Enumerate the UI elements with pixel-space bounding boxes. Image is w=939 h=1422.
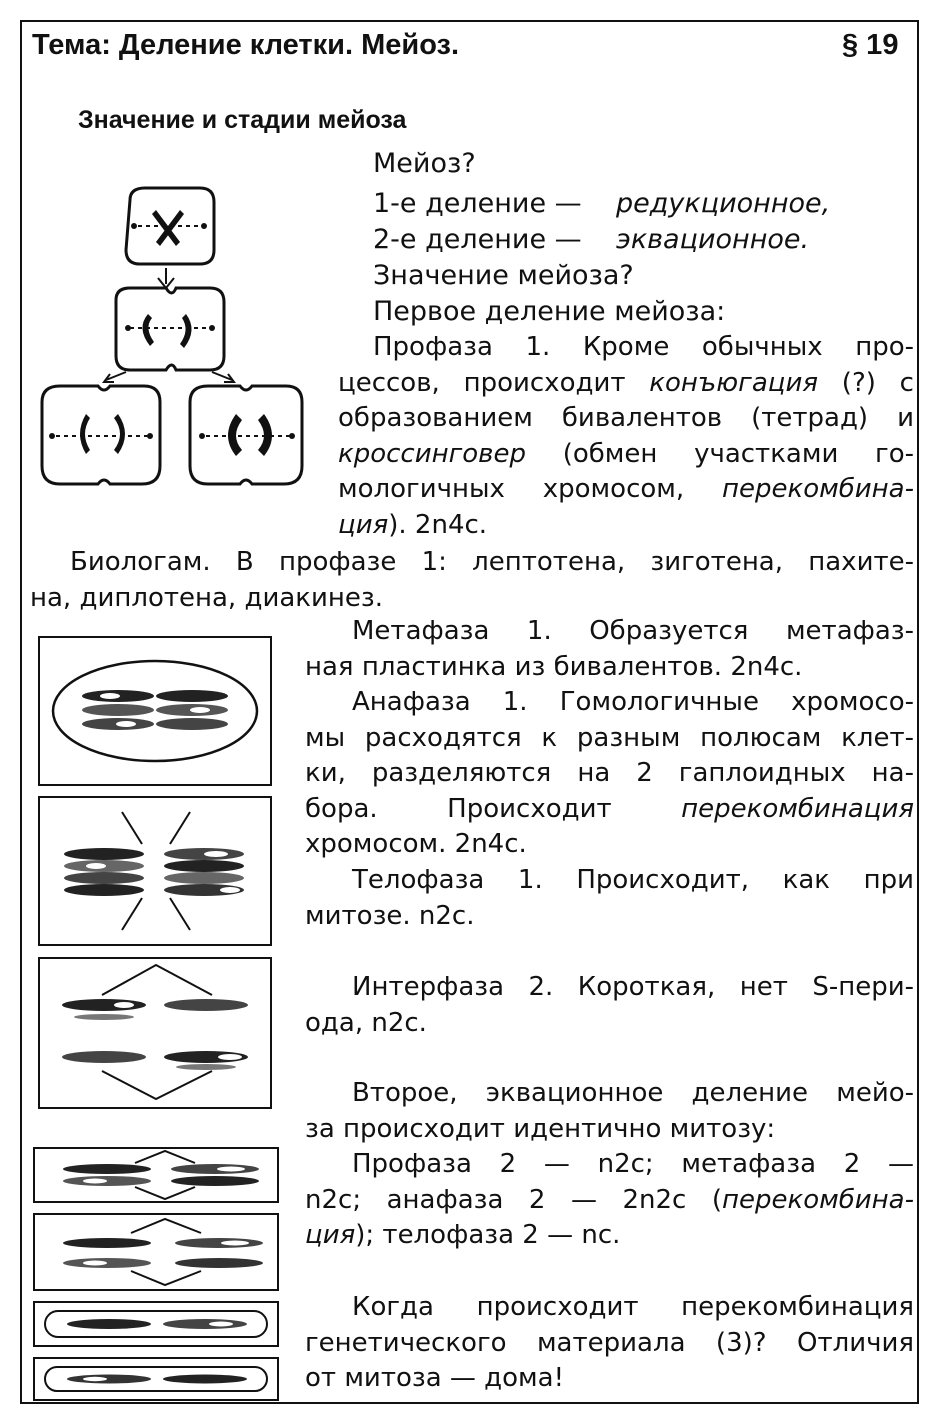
telophase2-figure-b [33,1357,279,1401]
anaphase1-line: мы расходятся к разным полюсам клет- [305,722,914,753]
second-division-line: Профаза 2 — n2c; метафаза 2 — [352,1149,914,1179]
interphase2-line: ода, n2c. [305,1007,427,1038]
metaphase1-figure [38,636,272,786]
second-division-line: за происходит идентично митозу: [305,1113,776,1144]
prophase1-line: мологичных хромосом, перекомбина- [338,474,914,504]
intro-meaning-question: Значение мейоза? [373,260,634,291]
second-division-line: Второе, эквационное деление мейо- [352,1078,914,1108]
section-number: § 19 [842,29,899,61]
metaphase2-figure [33,1147,279,1203]
prophase1-line: ция). 2n4c. [338,509,488,540]
question-line: Когда происходит перекомбинация [352,1292,914,1322]
metaphase1-paragraph [305,614,914,685]
question-paragraph [305,1290,914,1397]
anaphase1-paragraph [305,685,914,863]
telophase1-line: митозе. n2c. [305,900,475,931]
anaphase1-line: Анафаза 1. Гомологичные хромосо- [352,687,914,717]
interphase2-figure [38,957,272,1109]
anaphase1-figure [38,796,272,946]
second-division-line: n2c; анафаза 2 — 2n2c (перекомбина- [305,1184,914,1215]
prophase1-line: цессов, происходит конъюгация (?) с [338,367,914,398]
anaphase1-line: бора. Происходит перекомбинация [305,793,914,824]
interphase2-paragraph [305,970,914,1041]
second-division-paragraph [305,1076,914,1254]
telophase1-paragraph [305,863,914,934]
biologists-line: на, диплотена, диакинез. [30,582,383,613]
intro-first-division-heading: Первое деление мейоза: [373,296,726,327]
anaphase2-figure [33,1213,279,1291]
intro-meiosis-question: Мейоз? [373,148,476,179]
metaphase1-line: ная пластинка из бивалентов. 2n4c. [305,651,803,682]
telophase1-line: Телофаза 1. Происходит, как при [352,865,914,895]
question-line: от митоза — дома! [305,1363,565,1393]
intro-first-division: 1-е деление — редукционное, [373,188,831,219]
prophase1-line: Профаза 1. Кроме обычных про- [373,332,914,362]
subheading: Значение и стадии мейоза [78,106,407,134]
prophase1-paragraph [338,330,914,543]
telophase2-figure-a [33,1301,279,1347]
anaphase1-line: ки, разделяются на 2 гаплоидных на- [305,758,914,788]
metaphase1-line: Метафаза 1. Образуется метафаз- [352,616,914,646]
prophase1-line: образованием бивалентов (тетрад) и [338,403,914,433]
anaphase1-line: хромосом. 2n4c. [305,829,527,859]
prophase-illustration [30,180,330,520]
prophase1-line: кроссинговер (обмен участками го- [338,438,914,469]
interphase2-line: Интерфаза 2. Короткая, нет S-пери- [352,972,914,1002]
biologists-note [30,545,914,616]
second-division-line: ция); телофаза 2 — nc. [305,1220,621,1250]
biologists-line: Биологам. В профазе 1: лептотена, зиготена, пахите- [70,547,914,577]
intro-second-division: 2-е деление — эквационное. [373,224,810,255]
question-line: генетического материала (3)? Отличия [305,1327,914,1358]
page-title: Тема: Деление клетки. Мейоз. [32,29,459,61]
